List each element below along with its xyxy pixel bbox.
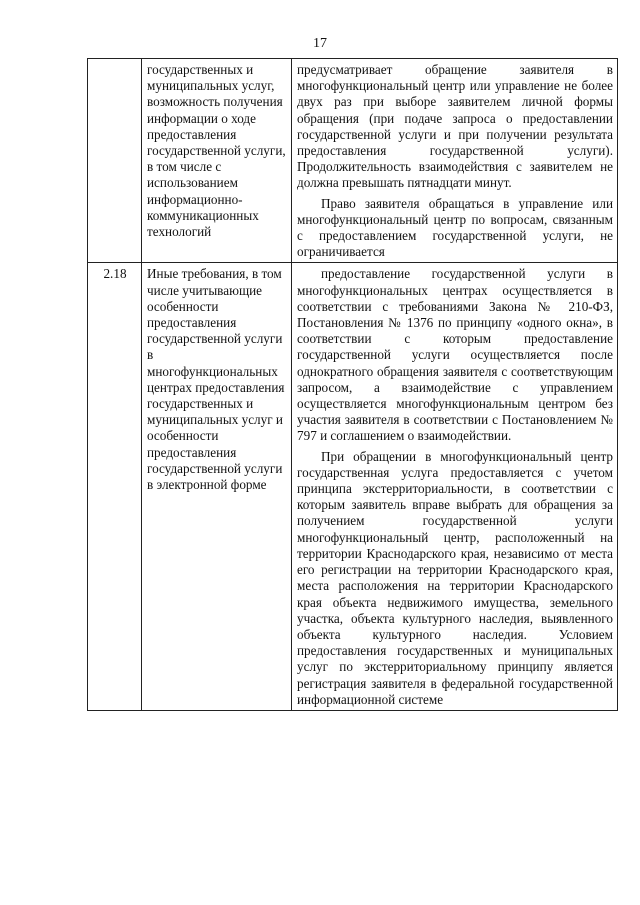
page-number: 17	[313, 36, 327, 51]
table-row	[88, 263, 618, 710]
requirement-description-cell	[292, 59, 618, 263]
description-paragraph: предоставление государственной услуги в многофункциональных центрах осуществляется в соответствии с требованиями Закона № 210-ФЗ, Постановления № 1376 по принципу «одного окна», в соответствии с которым предоставление государственной услуги осуществляется после однократного обращения заявителя с соответствующим запросом, а взаимодействие с управлением осуществляется многофункциональным центром без участия заявителя в соответствии с Постановлением № 797 и соглашением о взаимодействии.	[297, 266, 613, 444]
requirement-name-cell: государственных и муниципальных услуг, возможность получения информации о ходе предоставления государственной услуги, в том числе с использованием информационно-коммуникационных технологий	[142, 59, 292, 263]
description-paragraph: предусматривает обращение заявителя в многофункциональный центр или управление не более двух раз при выборе заявителем личной формы обращения (при подаче запроса о предоставлении государственной услуги и при получении результата предоставления государственной услуги). Продолжительность взаимодействия с заявителем не должна превышать пятнадцати минут.	[297, 62, 613, 191]
description-paragraph: Право заявителя обращаться в управление или многофункциональный центр по вопросам, связанным с предоставлением государственной услуги, не ограничивается	[297, 195, 613, 260]
row-number-cell	[88, 59, 142, 263]
regulation-table	[87, 58, 618, 711]
requirement-description-cell	[292, 263, 618, 710]
row-number-cell: 2.18	[88, 263, 142, 710]
description-paragraph: При обращении в многофункциональный центр государственная услуга предоставляется с учетом принципа экстерриториальности, в соответствии с которым заявитель вправе выбрать для обращения за получением государственной услуги многофункциональный центр, расположенный на территории Краснодарского края, независимо от места его регистрации на территории Краснодарского края, места расположения на территории Краснодарского края объекта недвижимого имущества, земельного участка, объекта культурного наследия, выявленного объекта культурного наследия. Условием предоставления государственных и муниципальных услуг по экстерриториальному принципу является регистрация заявителя в федеральной государственной информационной системе	[297, 448, 613, 707]
requirement-name-cell: Иные требования, в том числе учитывающие особенности предоставления государственной услуги в многофункциональных центрах предоставления государственных и муниципальных услуг и особенности предоставления государственной услуги в электронной форме	[142, 263, 292, 710]
table-row	[88, 59, 618, 263]
